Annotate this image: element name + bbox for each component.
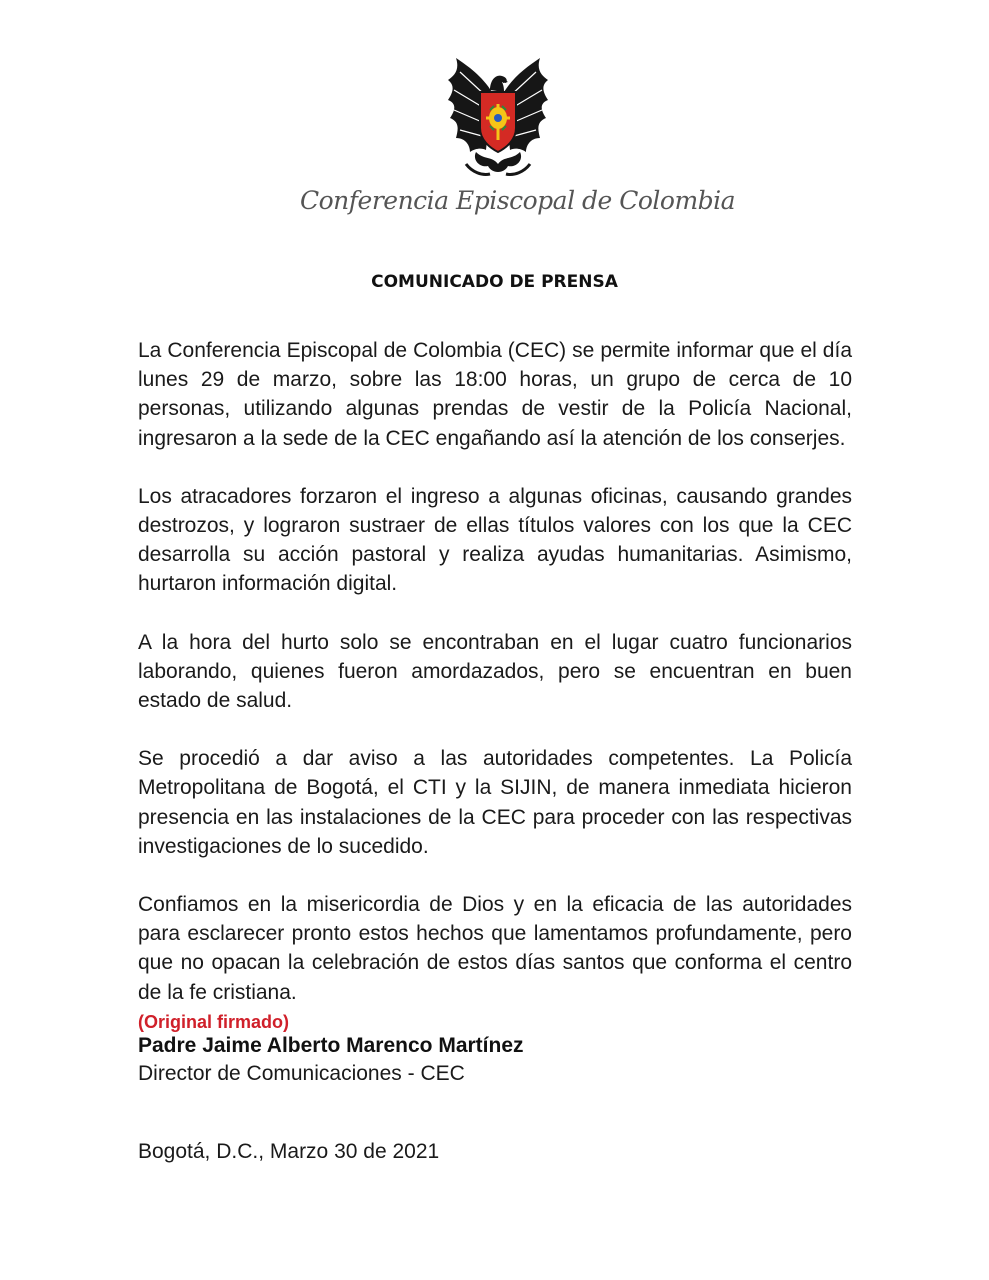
organization-name: Conferencia Episcopal de Colombia	[300, 186, 736, 215]
paragraph-1: La Conferencia Episcopal de Colombia (CEC) se permite informar que el día lunes 29 de marzo, sobre las 18:00 horas, un grupo de cerca de 10 personas, utilizando algunas prendas de vestir de la Policía Nacional, ingresaron a la sede de la CEC engañando así la atención de los conserjes.	[138, 339, 852, 450]
statement-body	[138, 336, 852, 1036]
coat-of-arms-eagle-icon	[446, 52, 550, 184]
paragraph-5: Confiamos en la misericordia de Dios y en la eficacia de las autoridades para esclarecer pronto estos hechos que lamentamos profundamente, pero que no opacan la celebración de estos días santos que conforma el centro de la fe cristiana.	[138, 893, 852, 1004]
paragraph-2: Los atracadores forzaron el ingreso a algunas oficinas, causando grandes destrozos, y lograron sustraer de ellas títulos valores con los que la CEC desarrolla su acción pastoral y realiza ayudas humanitarias. Asimismo, hurtaron información digital.	[138, 484, 852, 596]
signer-name: Padre Jaime Alberto Marenco Martínez	[138, 1034, 524, 1057]
document-title: COMUNICADO DE PRENSA	[371, 272, 618, 292]
signer-role: Director de Comunicaciones - CEC	[138, 1062, 465, 1085]
signed-note: (Original firmado)	[138, 1012, 290, 1032]
paragraph-4: Se procedió a dar aviso a las autoridades competentes. La Policía Metropolitana de Bogotá, el CTI y la SIJIN, de manera inmediata hicieron presencia en las instalaciones de la CEC para proceder con las respectivas investigaciones de lo sucedido.	[138, 747, 852, 858]
place-date: Bogotá, D.C., Marzo 30 de 2021	[138, 1140, 440, 1163]
paragraph-3: A la hora del hurto solo se encontraban en el lugar cuatro funcionarios laborando, quienes fueron amordazados, pero se encuentran en buen estado de salud.	[138, 630, 852, 713]
